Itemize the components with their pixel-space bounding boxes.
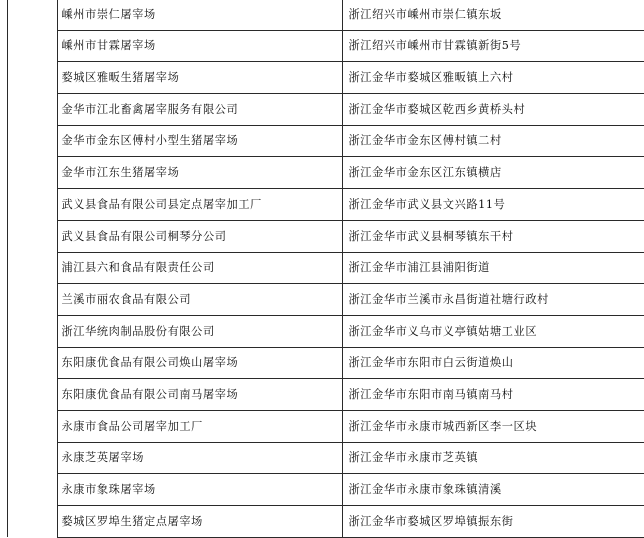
slaughterhouse-address-cell: 浙江金华市东阳市白云街道焕山 bbox=[342, 347, 644, 379]
table-row bbox=[0, 442, 644, 474]
table-index-cell bbox=[7, 347, 57, 379]
table-margin-cell bbox=[0, 410, 7, 442]
table-row bbox=[0, 94, 644, 126]
slaughterhouse-name-cell: 金华市江东生猪屠宰场 bbox=[57, 157, 342, 189]
table-index-cell bbox=[7, 410, 57, 442]
slaughterhouse-address-cell: 浙江金华市兰溪市永昌街道社塘行政村 bbox=[342, 284, 644, 316]
table-margin-cell bbox=[0, 30, 7, 62]
slaughterhouse-name-cell: 兰溪市丽农食品有限公司 bbox=[57, 284, 342, 316]
slaughterhouse-name-cell: 永康市象珠屠宰场 bbox=[57, 474, 342, 506]
slaughterhouse-name-cell: 嵊州市崇仁屠宰场 bbox=[57, 0, 342, 30]
slaughterhouse-name-cell: 婺城区雅畈生猪屠宰场 bbox=[57, 62, 342, 94]
table-margin-cell bbox=[0, 189, 7, 221]
table-index-cell bbox=[7, 474, 57, 506]
table-index-cell bbox=[7, 315, 57, 347]
table-row bbox=[0, 189, 644, 221]
slaughterhouse-address-cell: 浙江金华市永康市芝英镇 bbox=[342, 442, 644, 474]
table-row bbox=[0, 30, 644, 62]
table-row bbox=[0, 410, 644, 442]
table-margin-cell bbox=[0, 347, 7, 379]
table-margin-cell bbox=[0, 474, 7, 506]
slaughterhouse-name-cell: 金华市金东区傅村小型生猪屠宰场 bbox=[57, 125, 342, 157]
table-index-cell bbox=[7, 125, 57, 157]
table-index-cell bbox=[7, 157, 57, 189]
table-index-cell bbox=[7, 62, 57, 94]
table-margin-cell bbox=[0, 94, 7, 126]
table-index-cell bbox=[7, 506, 57, 538]
table-index-cell bbox=[7, 284, 57, 316]
table-index-cell bbox=[7, 94, 57, 126]
table-index-cell bbox=[7, 442, 57, 474]
table-index-cell bbox=[7, 0, 57, 30]
slaughterhouse-name-cell: 浦江县六和食品有限责任公司 bbox=[57, 252, 342, 284]
table-row bbox=[0, 347, 644, 379]
slaughterhouse-name-cell: 武义县食品有限公司县定点屠宰加工厂 bbox=[57, 189, 342, 221]
table-margin-cell bbox=[0, 62, 7, 94]
table-row bbox=[0, 0, 644, 30]
table-row bbox=[0, 157, 644, 189]
slaughterhouse-address-cell: 浙江金华市永康市象珠镇清溪 bbox=[342, 474, 644, 506]
slaughterhouse-address-cell: 浙江金华市武义县文兴路11号 bbox=[342, 189, 644, 221]
table-row bbox=[0, 284, 644, 316]
table-row bbox=[0, 220, 644, 252]
slaughterhouse-name-cell: 永康芝英屠宰场 bbox=[57, 442, 342, 474]
table-row bbox=[0, 252, 644, 284]
table-margin-cell bbox=[0, 315, 7, 347]
table-margin-cell bbox=[0, 506, 7, 538]
slaughterhouse-name-cell: 嵊州市甘霖屠宰场 bbox=[57, 30, 342, 62]
slaughterhouse-name-cell: 永康市食品公司屠宰加工厂 bbox=[57, 410, 342, 442]
table-index-cell bbox=[7, 220, 57, 252]
table-row bbox=[0, 315, 644, 347]
table-margin-cell bbox=[0, 220, 7, 252]
slaughterhouse-name-cell: 金华市江北畜禽屠宰服务有限公司 bbox=[57, 94, 342, 126]
table-margin-cell bbox=[0, 252, 7, 284]
table-margin-cell bbox=[0, 125, 7, 157]
table-index-cell bbox=[7, 252, 57, 284]
slaughterhouse-name-cell: 武义县食品有限公司桐琴分公司 bbox=[57, 220, 342, 252]
table-margin-cell bbox=[0, 0, 7, 30]
table-row bbox=[0, 474, 644, 506]
slaughterhouse-address-cell: 浙江绍兴市嵊州市甘霖镇新街5号 bbox=[342, 30, 644, 62]
slaughterhouse-address-cell: 浙江金华市东阳市南马镇南马村 bbox=[342, 379, 644, 411]
table-margin-cell bbox=[0, 442, 7, 474]
slaughterhouse-address-cell: 浙江绍兴市嵊州市崇仁镇东坂 bbox=[342, 0, 644, 30]
slaughterhouse-address-cell: 浙江金华市婺城区雅畈镇上六村 bbox=[342, 62, 644, 94]
slaughterhouse-address-cell: 浙江金华市永康市城西新区李一区块 bbox=[342, 410, 644, 442]
slaughterhouse-address-cell: 浙江金华市金东区傅村镇二村 bbox=[342, 125, 644, 157]
table-row bbox=[0, 506, 644, 538]
slaughterhouse-address-cell: 浙江金华市婺城区乾西乡黄桥头村 bbox=[342, 94, 644, 126]
slaughterhouse-name-cell: 东阳康优食品有限公司南马屠宰场 bbox=[57, 379, 342, 411]
table-row bbox=[0, 62, 644, 94]
table-row bbox=[0, 379, 644, 411]
slaughterhouse-name-cell: 婺城区罗埠生猪定点屠宰场 bbox=[57, 506, 342, 538]
table-margin-cell bbox=[0, 284, 7, 316]
table-margin-cell bbox=[0, 379, 7, 411]
table-margin-cell bbox=[0, 157, 7, 189]
table-index-cell bbox=[7, 379, 57, 411]
slaughterhouse-address-cell: 浙江金华市婺城区罗埠镇振东街 bbox=[342, 506, 644, 538]
slaughterhouse-address-cell: 浙江金华市浦江县浦阳街道 bbox=[342, 252, 644, 284]
slaughterhouse-address-cell: 浙江金华市义乌市义亭镇姑塘工业区 bbox=[342, 315, 644, 347]
slaughterhouse-address-cell: 浙江金华市武义县桐琴镇东干村 bbox=[342, 220, 644, 252]
slaughterhouse-address-cell: 浙江金华市金东区江东镇横店 bbox=[342, 157, 644, 189]
slaughterhouse-name-cell: 东阳康优食品有限公司焕山屠宰场 bbox=[57, 347, 342, 379]
table-row bbox=[0, 125, 644, 157]
slaughterhouse-name-cell: 浙江华统肉制品股份有限公司 bbox=[57, 315, 342, 347]
table-index-cell bbox=[7, 189, 57, 221]
table-index-cell bbox=[7, 30, 57, 62]
